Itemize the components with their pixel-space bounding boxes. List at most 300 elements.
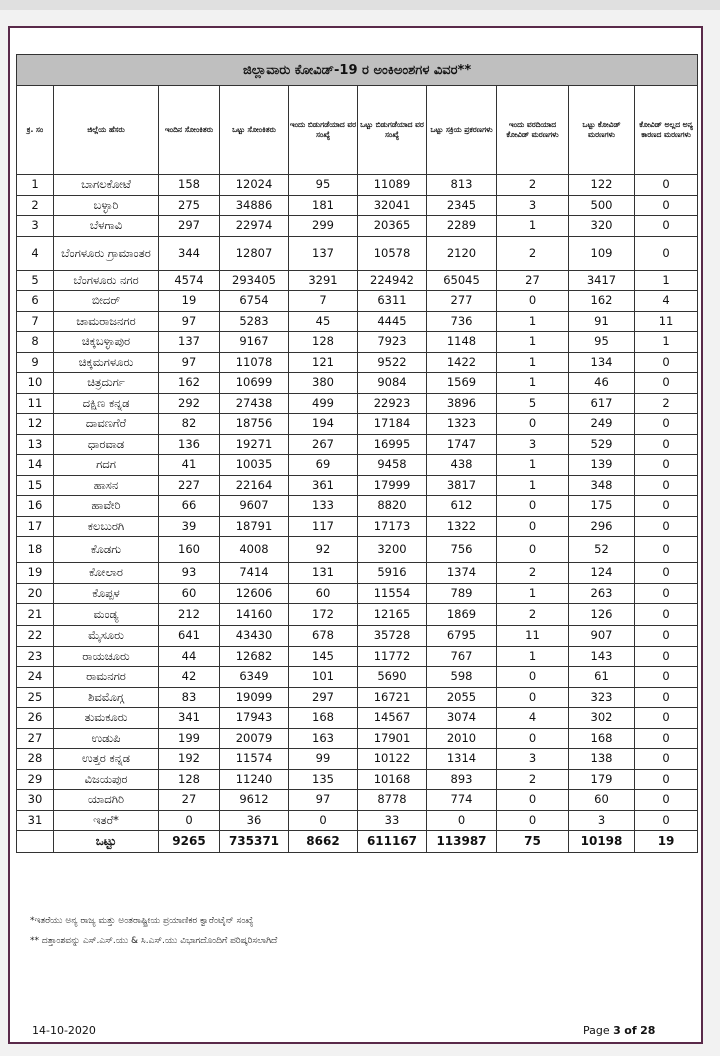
value-cell: 158 xyxy=(159,175,220,196)
value-cell: 0 xyxy=(635,236,698,270)
value-cell: 3896 xyxy=(427,393,497,414)
value-cell: 42 xyxy=(159,667,220,688)
value-cell: 6311 xyxy=(358,291,427,312)
table-row xyxy=(17,687,698,708)
value-cell: 267 xyxy=(289,434,358,455)
value-cell: 66 xyxy=(159,496,220,517)
value-cell: 774 xyxy=(427,790,497,811)
value-cell: 133 xyxy=(289,496,358,517)
value-cell: 3291 xyxy=(289,270,358,291)
value-cell: 11089 xyxy=(358,175,427,196)
value-cell: 5283 xyxy=(220,311,289,332)
value-cell: 5690 xyxy=(358,667,427,688)
value-cell: 361 xyxy=(289,475,358,496)
serial-cell: 28 xyxy=(17,749,54,770)
value-cell: 14567 xyxy=(358,708,427,729)
value-cell: 10699 xyxy=(220,373,289,394)
district-cell: ಉಡುಪಿ xyxy=(54,728,159,749)
total-row xyxy=(17,831,698,853)
current-page: 3 xyxy=(613,1024,621,1037)
value-cell: 2 xyxy=(497,604,569,626)
value-cell: 22164 xyxy=(220,475,289,496)
table-row xyxy=(17,236,698,270)
table-row xyxy=(17,455,698,476)
value-cell: 0 xyxy=(497,667,569,688)
column-header: ಇಂದು ವರದಿಯಾದ ಕೋವಿಡ್ ಮರಣಗಳು xyxy=(497,86,569,175)
district-cell: ಹಾವೇರಿ xyxy=(54,496,159,517)
value-cell: 4008 xyxy=(220,537,289,563)
value-cell: 192 xyxy=(159,749,220,770)
value-cell: 139 xyxy=(569,455,635,476)
value-cell: 0 xyxy=(635,646,698,667)
column-header: ಇಂದು ಬಿಡುಗಡೆಯಾದ ವರ ಸಂಖ್ಯೆ xyxy=(289,86,358,175)
value-cell: 0 xyxy=(289,810,358,831)
district-cell: ಬಳ್ಳಾರಿ xyxy=(54,195,159,216)
district-cell: ದಾವಣಗೆರೆ xyxy=(54,414,159,435)
value-cell: 33 xyxy=(358,810,427,831)
value-cell: 99 xyxy=(289,749,358,770)
table-title: ಜಿಲ್ಲಾವಾರು ಕೋವಿಡ್-19 ರ ಅಂಕಿಅಂಶಗಳ ವಿವರ** xyxy=(17,55,698,86)
value-cell: 168 xyxy=(289,708,358,729)
value-cell: 60 xyxy=(159,583,220,604)
value-cell: 11078 xyxy=(220,352,289,373)
value-cell: 1 xyxy=(497,455,569,476)
table-row xyxy=(17,563,698,584)
value-cell: 0 xyxy=(635,563,698,584)
value-cell: 2055 xyxy=(427,687,497,708)
value-cell: 12024 xyxy=(220,175,289,196)
table-row xyxy=(17,790,698,811)
district-cell: ಇತರೆ* xyxy=(54,810,159,831)
value-cell: 3417 xyxy=(569,270,635,291)
value-cell: 1569 xyxy=(427,373,497,394)
value-cell: 302 xyxy=(569,708,635,729)
table-row xyxy=(17,175,698,196)
value-cell: 19271 xyxy=(220,434,289,455)
value-cell: 0 xyxy=(635,708,698,729)
value-cell: 34886 xyxy=(220,195,289,216)
value-cell: 341 xyxy=(159,708,220,729)
district-cell: ದಕ್ಷಿಣ ಕನ್ನಡ xyxy=(54,393,159,414)
column-header: ಇಂದಿನ ಸೋಂಕಿತರು xyxy=(159,86,220,175)
district-cell: ಕೋಲಾರ xyxy=(54,563,159,584)
serial-cell: 19 xyxy=(17,563,54,584)
serial-cell: 23 xyxy=(17,646,54,667)
value-cell: 6349 xyxy=(220,667,289,688)
value-cell: 10035 xyxy=(220,455,289,476)
total-cell: 113987 xyxy=(427,831,497,853)
value-cell: 3 xyxy=(497,749,569,770)
district-cell: ಕಲಬುರಗಿ xyxy=(54,516,159,537)
district-cell: ತುಮಕೂರು xyxy=(54,708,159,729)
serial-cell: 1 xyxy=(17,175,54,196)
value-cell: 5916 xyxy=(358,563,427,584)
value-cell: 10168 xyxy=(358,769,427,790)
value-cell: 27 xyxy=(497,270,569,291)
value-cell: 12606 xyxy=(220,583,289,604)
serial-cell: 14 xyxy=(17,455,54,476)
table-row xyxy=(17,373,698,394)
serial-cell: 27 xyxy=(17,728,54,749)
value-cell: 137 xyxy=(289,236,358,270)
value-cell: 160 xyxy=(159,537,220,563)
value-cell: 126 xyxy=(569,604,635,626)
value-cell: 39 xyxy=(159,516,220,537)
value-cell: 60 xyxy=(569,790,635,811)
value-cell: 0 xyxy=(635,810,698,831)
value-cell: 27438 xyxy=(220,393,289,414)
value-cell: 11240 xyxy=(220,769,289,790)
value-cell: 767 xyxy=(427,646,497,667)
column-header: ಜಿಲ್ಲೆಯ ಹೆಸರು xyxy=(54,86,159,175)
value-cell: 179 xyxy=(569,769,635,790)
table-row xyxy=(17,626,698,647)
footnote-others: *ಇತರೆಯು ಅನ್ಯ ರಾಜ್ಯ ಮತ್ತು ಅಂತರಾಷ್ಟ್ರೀಯ ಪ್ರಯಾಣಿಕರ ಕ್ವಾರೆಂಟೈನ್ ಸಂಖ್ಯೆ xyxy=(30,916,254,926)
value-cell: 263 xyxy=(569,583,635,604)
value-cell: 1 xyxy=(497,373,569,394)
value-cell: 92 xyxy=(289,537,358,563)
value-cell: 293405 xyxy=(220,270,289,291)
column-header: ಒಟ್ಟು ಸೋಂಕಿತರು xyxy=(220,86,289,175)
value-cell: 45 xyxy=(289,311,358,332)
value-cell: 9084 xyxy=(358,373,427,394)
value-cell: 499 xyxy=(289,393,358,414)
value-cell: 0 xyxy=(635,475,698,496)
value-cell: 9612 xyxy=(220,790,289,811)
value-cell: 95 xyxy=(569,332,635,353)
value-cell: 162 xyxy=(159,373,220,394)
serial-cell: 24 xyxy=(17,667,54,688)
value-cell: 2 xyxy=(497,769,569,790)
value-cell: 44 xyxy=(159,646,220,667)
value-cell: 145 xyxy=(289,646,358,667)
value-cell: 789 xyxy=(427,583,497,604)
district-cell: ಬೀದರ್ xyxy=(54,291,159,312)
value-cell: 128 xyxy=(159,769,220,790)
value-cell: 0 xyxy=(635,749,698,770)
district-cell: ಚಾಮರಾಜನಗರ xyxy=(54,311,159,332)
district-cell: ಗದಗ xyxy=(54,455,159,476)
value-cell: 17173 xyxy=(358,516,427,537)
value-cell: 138 xyxy=(569,749,635,770)
value-cell: 7923 xyxy=(358,332,427,353)
total-cell xyxy=(17,831,54,853)
value-cell: 0 xyxy=(635,414,698,435)
column-header: ಒಟ್ಟು ಬಿಡುಗಡೆಯಾದ ವರ ಸಂಖ್ಯೆ xyxy=(358,86,427,175)
value-cell: 20079 xyxy=(220,728,289,749)
value-cell: 61 xyxy=(569,667,635,688)
district-cell: ಯಾದಗಿರಿ xyxy=(54,790,159,811)
value-cell: 36 xyxy=(220,810,289,831)
value-cell: 9607 xyxy=(220,496,289,517)
value-cell: 95 xyxy=(289,175,358,196)
value-cell: 83 xyxy=(159,687,220,708)
value-cell: 4 xyxy=(635,291,698,312)
value-cell: 299 xyxy=(289,216,358,237)
table-row xyxy=(17,708,698,729)
value-cell: 227 xyxy=(159,475,220,496)
value-cell: 1422 xyxy=(427,352,497,373)
value-cell: 163 xyxy=(289,728,358,749)
value-cell: 17999 xyxy=(358,475,427,496)
district-cell: ಮಂಡ್ಯ xyxy=(54,604,159,626)
value-cell: 65045 xyxy=(427,270,497,291)
serial-cell: 7 xyxy=(17,311,54,332)
value-cell: 0 xyxy=(427,810,497,831)
value-cell: 194 xyxy=(289,414,358,435)
value-cell: 12807 xyxy=(220,236,289,270)
table-row xyxy=(17,728,698,749)
value-cell: 0 xyxy=(497,810,569,831)
value-cell: 0 xyxy=(635,175,698,196)
table-row xyxy=(17,646,698,667)
serial-cell: 2 xyxy=(17,195,54,216)
value-cell: 9167 xyxy=(220,332,289,353)
table-row xyxy=(17,393,698,414)
table-row xyxy=(17,810,698,831)
value-cell: 756 xyxy=(427,537,497,563)
column-header: ಕ್ರ. ಸಂ xyxy=(17,86,54,175)
value-cell: 3200 xyxy=(358,537,427,563)
value-cell: 3 xyxy=(497,195,569,216)
value-cell: 612 xyxy=(427,496,497,517)
value-cell: 91 xyxy=(569,311,635,332)
serial-cell: 16 xyxy=(17,496,54,517)
value-cell: 11554 xyxy=(358,583,427,604)
page-number: Page 3 of 28 xyxy=(583,1024,656,1037)
value-cell: 9458 xyxy=(358,455,427,476)
value-cell: 2289 xyxy=(427,216,497,237)
value-cell: 0 xyxy=(497,496,569,517)
serial-cell: 13 xyxy=(17,434,54,455)
value-cell: 2120 xyxy=(427,236,497,270)
total-pages: 28 xyxy=(640,1024,656,1037)
serial-cell: 22 xyxy=(17,626,54,647)
value-cell: 121 xyxy=(289,352,358,373)
value-cell: 1869 xyxy=(427,604,497,626)
total-cell: 8662 xyxy=(289,831,358,853)
value-cell: 7414 xyxy=(220,563,289,584)
value-cell: 2010 xyxy=(427,728,497,749)
value-cell: 1 xyxy=(497,311,569,332)
district-cell: ಬೆಳಗಾವಿ xyxy=(54,216,159,237)
value-cell: 1 xyxy=(497,352,569,373)
document-page xyxy=(8,26,703,1044)
district-cell: ರಾಮನಗರ xyxy=(54,667,159,688)
value-cell: 19099 xyxy=(220,687,289,708)
value-cell: 296 xyxy=(569,516,635,537)
table-row xyxy=(17,311,698,332)
table-row xyxy=(17,270,698,291)
value-cell: 2 xyxy=(497,236,569,270)
total-cell: 611167 xyxy=(358,831,427,853)
table-row xyxy=(17,352,698,373)
value-cell: 249 xyxy=(569,414,635,435)
value-cell: 344 xyxy=(159,236,220,270)
value-cell: 11772 xyxy=(358,646,427,667)
value-cell: 52 xyxy=(569,537,635,563)
value-cell: 199 xyxy=(159,728,220,749)
total-cell: 19 xyxy=(635,831,698,853)
serial-cell: 9 xyxy=(17,352,54,373)
district-cell: ಬೆಂಗಳೂರು ಗ್ರಾಮಾಂತರ xyxy=(54,236,159,270)
value-cell: 10122 xyxy=(358,749,427,770)
district-cell: ವಿಜಯಪುರ xyxy=(54,769,159,790)
serial-cell: 10 xyxy=(17,373,54,394)
value-cell: 1 xyxy=(497,475,569,496)
value-cell: 16995 xyxy=(358,434,427,455)
value-cell: 131 xyxy=(289,563,358,584)
value-cell: 122 xyxy=(569,175,635,196)
district-cell: ಬೆಂಗಳೂರು ನಗರ xyxy=(54,270,159,291)
value-cell: 181 xyxy=(289,195,358,216)
value-cell: 0 xyxy=(635,537,698,563)
value-cell: 9522 xyxy=(358,352,427,373)
value-cell: 0 xyxy=(635,583,698,604)
table-body xyxy=(17,175,698,853)
value-cell: 0 xyxy=(635,434,698,455)
value-cell: 35728 xyxy=(358,626,427,647)
value-cell: 0 xyxy=(635,728,698,749)
value-cell: 2 xyxy=(497,563,569,584)
value-cell: 0 xyxy=(497,516,569,537)
value-cell: 641 xyxy=(159,626,220,647)
district-cell: ಕೊಡಗು xyxy=(54,537,159,563)
value-cell: 137 xyxy=(159,332,220,353)
value-cell: 275 xyxy=(159,195,220,216)
value-cell: 5 xyxy=(497,393,569,414)
value-cell: 27 xyxy=(159,790,220,811)
value-cell: 11 xyxy=(497,626,569,647)
value-cell: 43430 xyxy=(220,626,289,647)
value-cell: 1374 xyxy=(427,563,497,584)
table-row xyxy=(17,475,698,496)
value-cell: 3 xyxy=(497,434,569,455)
value-cell: 19 xyxy=(159,291,220,312)
value-cell: 12682 xyxy=(220,646,289,667)
value-cell: 320 xyxy=(569,216,635,237)
value-cell: 97 xyxy=(159,311,220,332)
table-row xyxy=(17,216,698,237)
value-cell: 1 xyxy=(497,583,569,604)
value-cell: 2 xyxy=(497,175,569,196)
value-cell: 16721 xyxy=(358,687,427,708)
serial-cell: 20 xyxy=(17,583,54,604)
value-cell: 17901 xyxy=(358,728,427,749)
serial-cell: 17 xyxy=(17,516,54,537)
district-cell: ಚಿತ್ರದುರ್ಗ xyxy=(54,373,159,394)
value-cell: 0 xyxy=(635,790,698,811)
district-cell: ಚಿಕ್ಕಮಗಳೂರು xyxy=(54,352,159,373)
column-header: ಒಟ್ಟು ಕೋವಿಡ್ ಮರಣಗಳು xyxy=(569,86,635,175)
total-label: ಒಟ್ಟು xyxy=(54,831,159,853)
serial-cell: 6 xyxy=(17,291,54,312)
district-cell: ಬಾಗಲಕೋಟೆ xyxy=(54,175,159,196)
value-cell: 11 xyxy=(635,311,698,332)
value-cell: 2345 xyxy=(427,195,497,216)
value-cell: 1323 xyxy=(427,414,497,435)
value-cell: 277 xyxy=(427,291,497,312)
total-cell: 9265 xyxy=(159,831,220,853)
value-cell: 60 xyxy=(289,583,358,604)
value-cell: 2 xyxy=(635,393,698,414)
value-cell: 3074 xyxy=(427,708,497,729)
value-cell: 4445 xyxy=(358,311,427,332)
serial-cell: 25 xyxy=(17,687,54,708)
value-cell: 6754 xyxy=(220,291,289,312)
total-cell: 75 xyxy=(497,831,569,853)
value-cell: 0 xyxy=(159,810,220,831)
table-row xyxy=(17,583,698,604)
value-cell: 1 xyxy=(497,216,569,237)
district-cell: ಶಿವಮೊಗ್ಗ xyxy=(54,687,159,708)
table-row xyxy=(17,667,698,688)
value-cell: 1 xyxy=(497,332,569,353)
value-cell: 17184 xyxy=(358,414,427,435)
value-cell: 117 xyxy=(289,516,358,537)
table-row xyxy=(17,434,698,455)
value-cell: 678 xyxy=(289,626,358,647)
value-cell: 0 xyxy=(635,626,698,647)
district-cell: ಚಿಕ್ಕಬಳ್ಳಾಪುರ xyxy=(54,332,159,353)
value-cell: 12165 xyxy=(358,604,427,626)
table-row xyxy=(17,291,698,312)
value-cell: 69 xyxy=(289,455,358,476)
value-cell: 1314 xyxy=(427,749,497,770)
serial-cell: 4 xyxy=(17,236,54,270)
serial-cell: 18 xyxy=(17,537,54,563)
value-cell: 0 xyxy=(635,373,698,394)
value-cell: 3 xyxy=(569,810,635,831)
value-cell: 82 xyxy=(159,414,220,435)
value-cell: 17943 xyxy=(220,708,289,729)
table-row xyxy=(17,769,698,790)
value-cell: 8778 xyxy=(358,790,427,811)
value-cell: 18756 xyxy=(220,414,289,435)
value-cell: 175 xyxy=(569,496,635,517)
serial-cell: 21 xyxy=(17,604,54,626)
value-cell: 11574 xyxy=(220,749,289,770)
value-cell: 124 xyxy=(569,563,635,584)
value-cell: 4574 xyxy=(159,270,220,291)
value-cell: 1 xyxy=(497,646,569,667)
value-cell: 438 xyxy=(427,455,497,476)
header-row xyxy=(17,86,698,175)
value-cell: 46 xyxy=(569,373,635,394)
value-cell: 97 xyxy=(159,352,220,373)
value-cell: 136 xyxy=(159,434,220,455)
table-row xyxy=(17,496,698,517)
serial-cell: 11 xyxy=(17,393,54,414)
value-cell: 0 xyxy=(497,291,569,312)
serial-cell: 5 xyxy=(17,270,54,291)
value-cell: 212 xyxy=(159,604,220,626)
value-cell: 500 xyxy=(569,195,635,216)
total-cell: 10198 xyxy=(569,831,635,853)
serial-cell: 30 xyxy=(17,790,54,811)
value-cell: 1 xyxy=(635,270,698,291)
table-row xyxy=(17,749,698,770)
value-cell: 22974 xyxy=(220,216,289,237)
value-cell: 41 xyxy=(159,455,220,476)
table-row xyxy=(17,332,698,353)
serial-cell: 12 xyxy=(17,414,54,435)
value-cell: 1747 xyxy=(427,434,497,455)
serial-cell: 15 xyxy=(17,475,54,496)
serial-cell: 26 xyxy=(17,708,54,729)
table-row xyxy=(17,537,698,563)
value-cell: 0 xyxy=(635,216,698,237)
